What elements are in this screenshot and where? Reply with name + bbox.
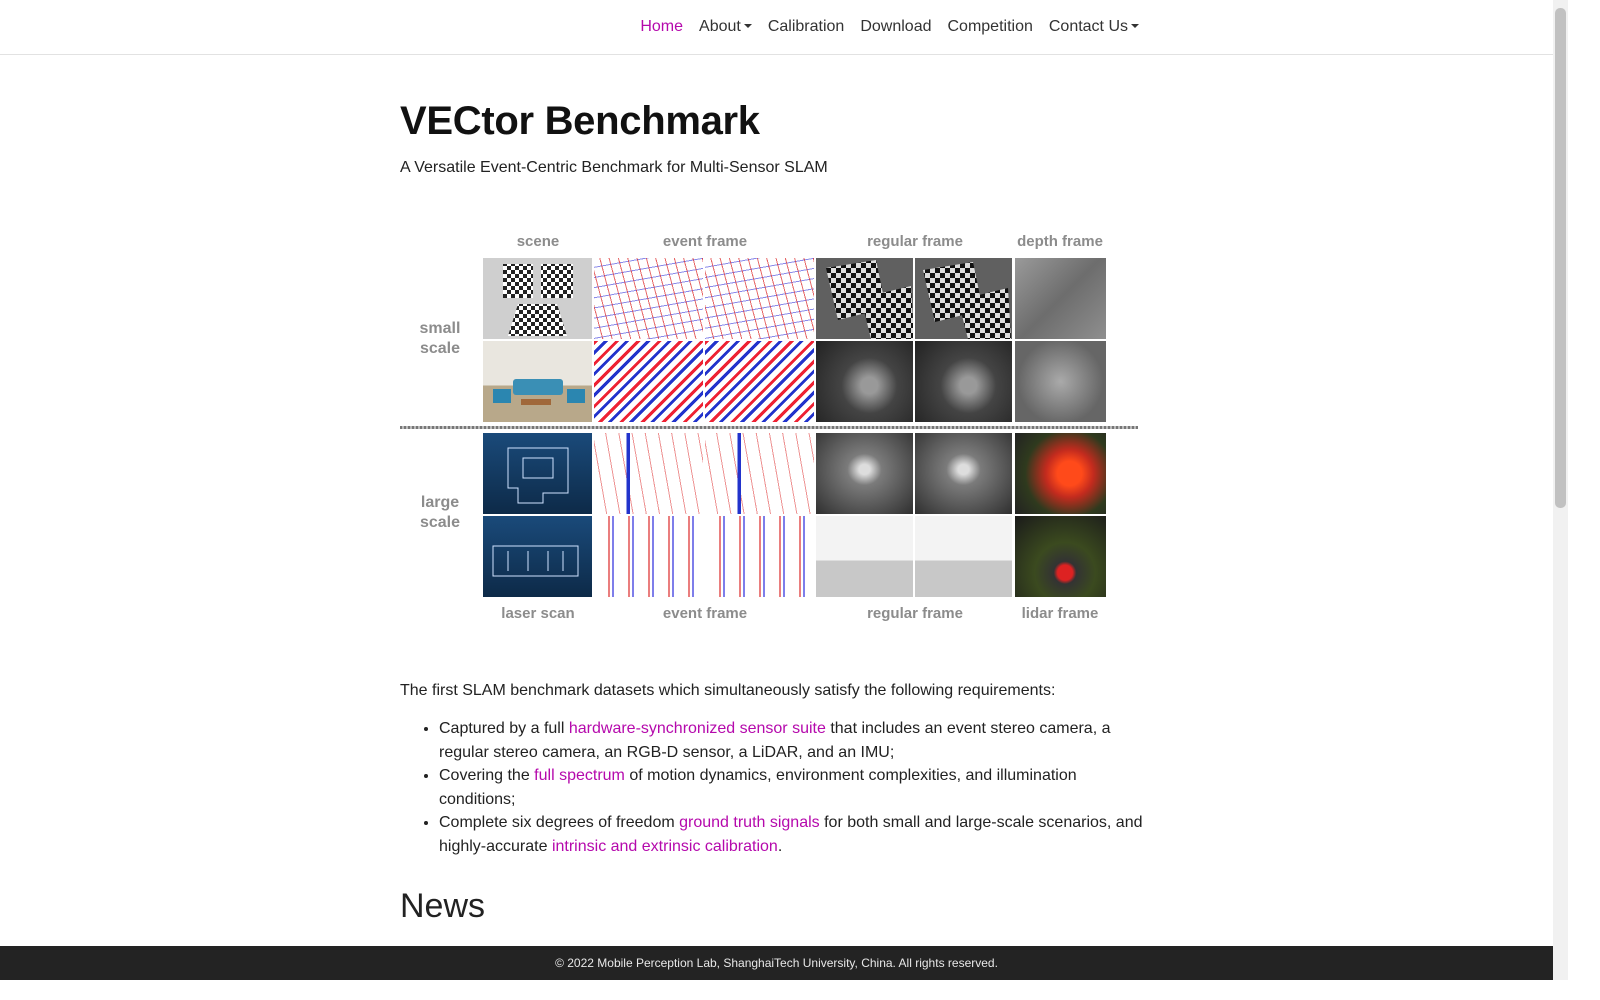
regular-frame-image — [816, 258, 913, 339]
figure-label-large-scale — [400, 493, 480, 533]
nav-about-dropdown[interactable] — [691, 18, 760, 36]
link-full-spectrum[interactable]: full spectrum — [534, 767, 625, 784]
link-ground-truth[interactable]: ground truth signals — [679, 814, 820, 831]
intro-paragraph: The first SLAM benchmark datasets which simultaneously satisfy the following requirements: — [400, 682, 1056, 699]
regular-frame-image — [816, 433, 913, 514]
page-scrollbar[interactable] — [1553, 0, 1568, 980]
figure-label-depth-frame: depth frame — [1017, 233, 1103, 250]
footer-copyright: © 2022 Mobile Perception Lab, ShanghaiTech University, China. All rights reserved. — [555, 956, 998, 970]
event-frame-image — [594, 433, 703, 514]
nav-contact-dropdown[interactable] — [1041, 18, 1147, 36]
depth-frame-image — [1015, 258, 1106, 339]
depth-frame-image — [1015, 341, 1106, 422]
figure-label-regular-frame: regular frame — [867, 605, 963, 622]
list-item-text: that includes an event stereo camera, a regular stereo camera, an RGB-D sensor, a LiDAR, and an IMU; — [439, 720, 1111, 761]
benchmark-overview-figure — [400, 233, 1140, 633]
figure-label-lidar-frame: lidar frame — [1021, 605, 1099, 622]
floorplan-graphic — [483, 516, 592, 597]
page-subtitle: A Versatile Event-Centric Benchmark for Multi-Sensor SLAM — [400, 159, 828, 176]
list-item — [439, 764, 1155, 811]
requirements-list — [400, 717, 1155, 858]
list-item-text: Complete six degrees of freedom — [439, 814, 680, 831]
scene-checkerboard-image — [483, 258, 592, 339]
dropdown-caret-icon — [744, 24, 752, 28]
link-sensor-suite[interactable]: hardware-synchronized sensor suite — [568, 720, 826, 737]
checkerboard-graphic — [483, 258, 592, 339]
page-title: VECtor Benchmark — [400, 99, 760, 143]
lidar-frame-image — [1015, 433, 1106, 514]
event-frame-image — [594, 516, 703, 597]
nav-links — [632, 0, 1147, 54]
nav-contact-label: Contact Us — [1048, 18, 1128, 35]
figure-label-large: large — [420, 494, 460, 511]
figure-label-small-scale — [400, 319, 480, 359]
nav-about-label: About — [699, 18, 741, 35]
nav-competition[interactable]: Competition — [947, 18, 1033, 35]
figure-label-scene: scene — [516, 233, 560, 250]
figure-label-scale: scale — [419, 514, 461, 531]
nav-download[interactable]: Download — [860, 18, 932, 35]
list-item-text: for both small and large-scale scenarios, and highly-accurate — [439, 814, 1143, 855]
floorplan-graphic — [483, 433, 592, 514]
event-frame-image — [594, 341, 703, 422]
scrollbar-thumb[interactable] — [1555, 8, 1566, 508]
list-item-text: Covering the — [439, 767, 535, 784]
figure-label-event-frame: event frame — [662, 605, 748, 622]
laser-scan-image — [483, 433, 592, 514]
list-item-text: . — [777, 837, 783, 855]
event-frame-image — [705, 516, 814, 597]
scene-living-room-image — [483, 341, 592, 422]
regular-frame-image — [915, 516, 1012, 597]
scale-separator-line — [400, 426, 1138, 429]
sofa-graphic — [483, 341, 592, 422]
regular-frame-image — [816, 516, 913, 597]
top-navbar — [0, 0, 1553, 55]
event-frame-image — [705, 433, 814, 514]
link-calibration[interactable]: intrinsic and extrinsic calibration — [551, 837, 778, 855]
event-frame-image — [705, 258, 814, 339]
nav-home[interactable]: Home — [640, 18, 684, 35]
list-item-text: Captured by a full — [439, 720, 569, 737]
list-item — [439, 811, 1155, 858]
lidar-frame-image — [1015, 516, 1106, 597]
dropdown-caret-icon — [1131, 24, 1139, 28]
figure-label-scale: scale — [419, 340, 461, 357]
list-item-text: of motion dynamics, environment complexities, and illumination conditions; — [439, 767, 1077, 808]
checkerboard-graphic — [816, 258, 913, 339]
figure-label-event-frame: event frame — [662, 233, 748, 250]
news-heading: News — [400, 887, 486, 925]
list-item — [439, 717, 1155, 764]
regular-frame-image — [816, 341, 913, 422]
figure-label-small: small — [419, 320, 461, 337]
figure-label-laser-scan: laser scan — [501, 605, 575, 622]
event-frame-image — [705, 341, 814, 422]
regular-frame-image — [915, 341, 1012, 422]
regular-frame-image — [915, 433, 1012, 514]
figure-label-regular-frame: regular frame — [867, 233, 963, 250]
event-frame-image — [594, 258, 703, 339]
regular-frame-image — [915, 258, 1012, 339]
laser-scan-image — [483, 516, 592, 597]
page-footer — [0, 946, 1553, 980]
nav-calibration[interactable]: Calibration — [767, 18, 845, 35]
checkerboard-graphic — [915, 258, 1012, 339]
